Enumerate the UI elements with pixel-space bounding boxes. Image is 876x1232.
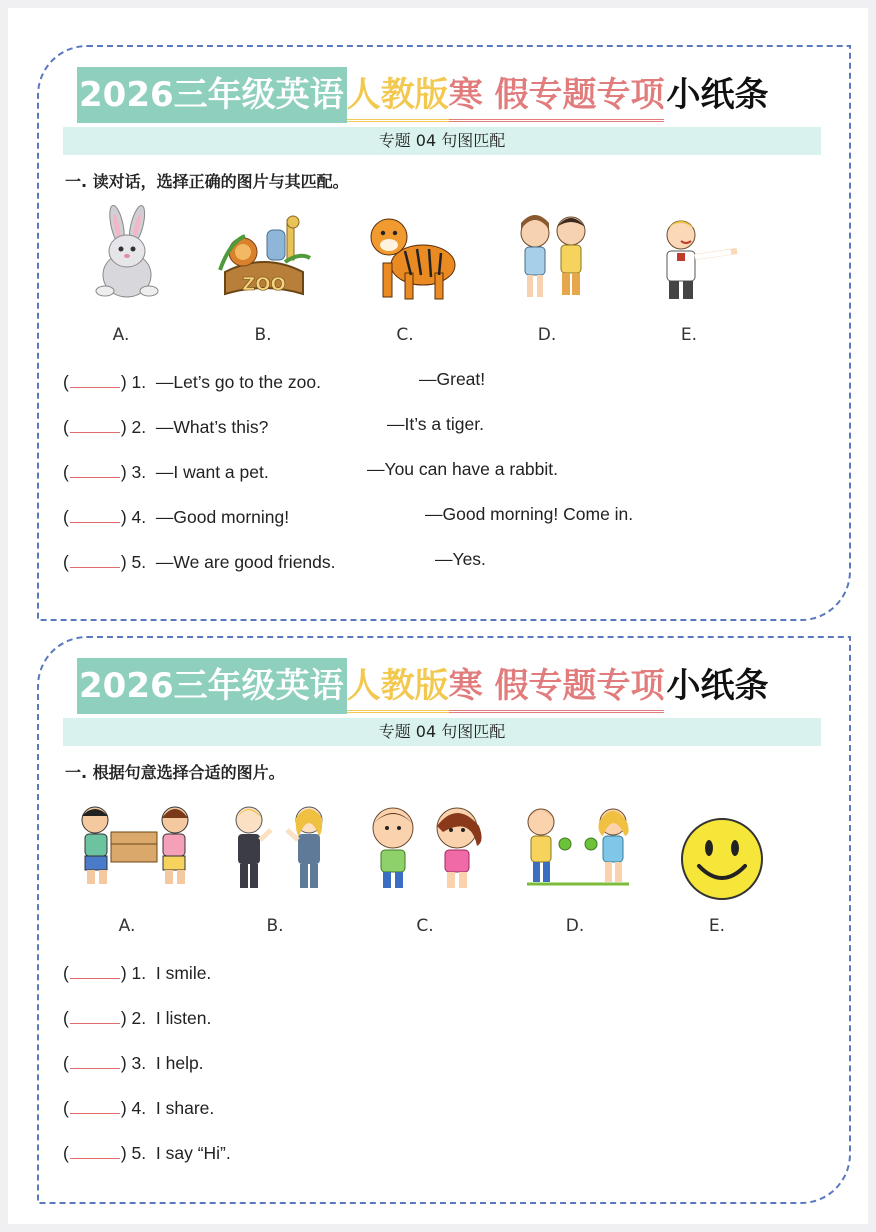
question-row: ( ) 4. —Good morning!	[63, 504, 289, 528]
question-line: I say “Hi”.	[155, 1143, 231, 1163]
answer-blank[interactable]	[70, 504, 120, 523]
subtitle-bar: 专题 04 句图匹配	[63, 718, 821, 746]
answer-blank[interactable]	[70, 960, 120, 979]
title-part-note: 小纸条	[666, 666, 769, 706]
question-row: ( ) 2. I listen.	[63, 1005, 211, 1029]
option-letter-d: D.	[565, 916, 585, 936]
kids-carrying-box-icon	[73, 798, 197, 890]
worksheet-card-2	[37, 636, 851, 1204]
answer-line: —Great!	[419, 369, 486, 389]
question-line: —Good morning!	[155, 507, 290, 527]
worksheet-card-1	[37, 45, 851, 621]
question-row: ( ) 2. —What’s this?	[63, 414, 268, 438]
answer-blank[interactable]	[70, 459, 120, 478]
subtitle-bar: 专题 04 句图匹配	[63, 127, 821, 155]
question-row: ( ) 1. —Let’s go to the zoo.	[63, 369, 321, 393]
answer-line: —Good morning! Come in.	[425, 504, 634, 524]
option-letter-e: E.	[680, 325, 698, 345]
smiley-face-icon	[679, 816, 765, 902]
title-part-grade: 2026三年级英语	[77, 658, 347, 714]
instruction: 一. 读对话，选择正确的图片与其匹配。	[65, 172, 349, 191]
answer-blank[interactable]	[70, 1140, 120, 1159]
question-row: ( ) 1. I smile.	[63, 960, 211, 984]
answer-line: —You can have a rabbit.	[367, 459, 559, 479]
question-row: ( ) 5. —We are good friends.	[63, 549, 336, 573]
worksheet-title	[77, 658, 768, 714]
tiger-icon	[365, 207, 459, 303]
answer-blank[interactable]	[70, 369, 120, 388]
question-row: ( ) 3. I help.	[63, 1050, 204, 1074]
boy-pointing-icon	[651, 211, 747, 305]
question-line: I help.	[155, 1053, 204, 1073]
students-greeting-icon	[223, 798, 335, 894]
option-letter-c: C.	[396, 325, 414, 345]
question-number: 1.	[131, 963, 147, 983]
question-number: 4.	[131, 1098, 147, 1118]
title-part-edition: 人教版	[347, 658, 449, 713]
question-line: I share.	[155, 1098, 215, 1118]
question-line: I listen.	[155, 1008, 212, 1028]
answer-blank[interactable]	[70, 414, 120, 433]
svg-text:ZOO: ZOO	[242, 274, 286, 295]
question-line: —We are good friends.	[155, 552, 336, 572]
title-part-note: 小纸条	[666, 75, 769, 115]
answer-line: —It’s a tiger.	[387, 414, 484, 434]
title-part-topic: 寒 假专题专项	[449, 67, 665, 122]
question-number: 3.	[131, 462, 147, 482]
question-line: —I want a pet.	[155, 462, 269, 482]
two-friends-icon	[507, 207, 603, 303]
option-letter-a: A.	[118, 916, 136, 936]
question-line: —What’s this?	[155, 417, 269, 437]
question-number: 5.	[131, 1143, 147, 1163]
title-part-topic: 寒 假专题专项	[449, 658, 665, 713]
kids-whispering-icon	[361, 802, 489, 894]
answer-line: —Yes.	[435, 549, 486, 569]
answer-blank[interactable]	[70, 1005, 120, 1024]
option-letter-b: B.	[254, 325, 272, 345]
question-number: 4.	[131, 507, 147, 527]
title-part-grade: 2026三年级英语	[77, 67, 347, 123]
instruction: 一. 根据句意选择合适的图片。	[65, 763, 285, 782]
option-letter-c: C.	[416, 916, 434, 936]
answer-blank[interactable]	[70, 1095, 120, 1114]
question-line: I smile.	[155, 963, 212, 983]
question-row: ( ) 4. I share.	[63, 1095, 214, 1119]
rabbit-icon	[87, 205, 171, 301]
question-number: 2.	[131, 417, 147, 437]
answer-blank[interactable]	[70, 1050, 120, 1069]
question-row: ( ) 3. —I want a pet.	[63, 459, 269, 483]
zoo-sign-icon	[215, 212, 313, 304]
worksheet-title	[77, 67, 768, 123]
option-letter-b: B.	[266, 916, 284, 936]
answer-blank[interactable]	[70, 549, 120, 568]
question-row: ( ) 5. I say “Hi”.	[63, 1140, 231, 1164]
option-letter-e: E.	[708, 916, 726, 936]
question-line: —Let’s go to the zoo.	[155, 372, 321, 392]
question-number: 5.	[131, 552, 147, 572]
question-number: 2.	[131, 1008, 147, 1028]
title-part-edition: 人教版	[347, 67, 449, 122]
option-letter-d: D.	[537, 325, 557, 345]
question-number: 1.	[131, 372, 147, 392]
question-number: 3.	[131, 1053, 147, 1073]
option-letter-a: A.	[112, 325, 130, 345]
kids-sharing-apples-icon	[517, 800, 639, 892]
